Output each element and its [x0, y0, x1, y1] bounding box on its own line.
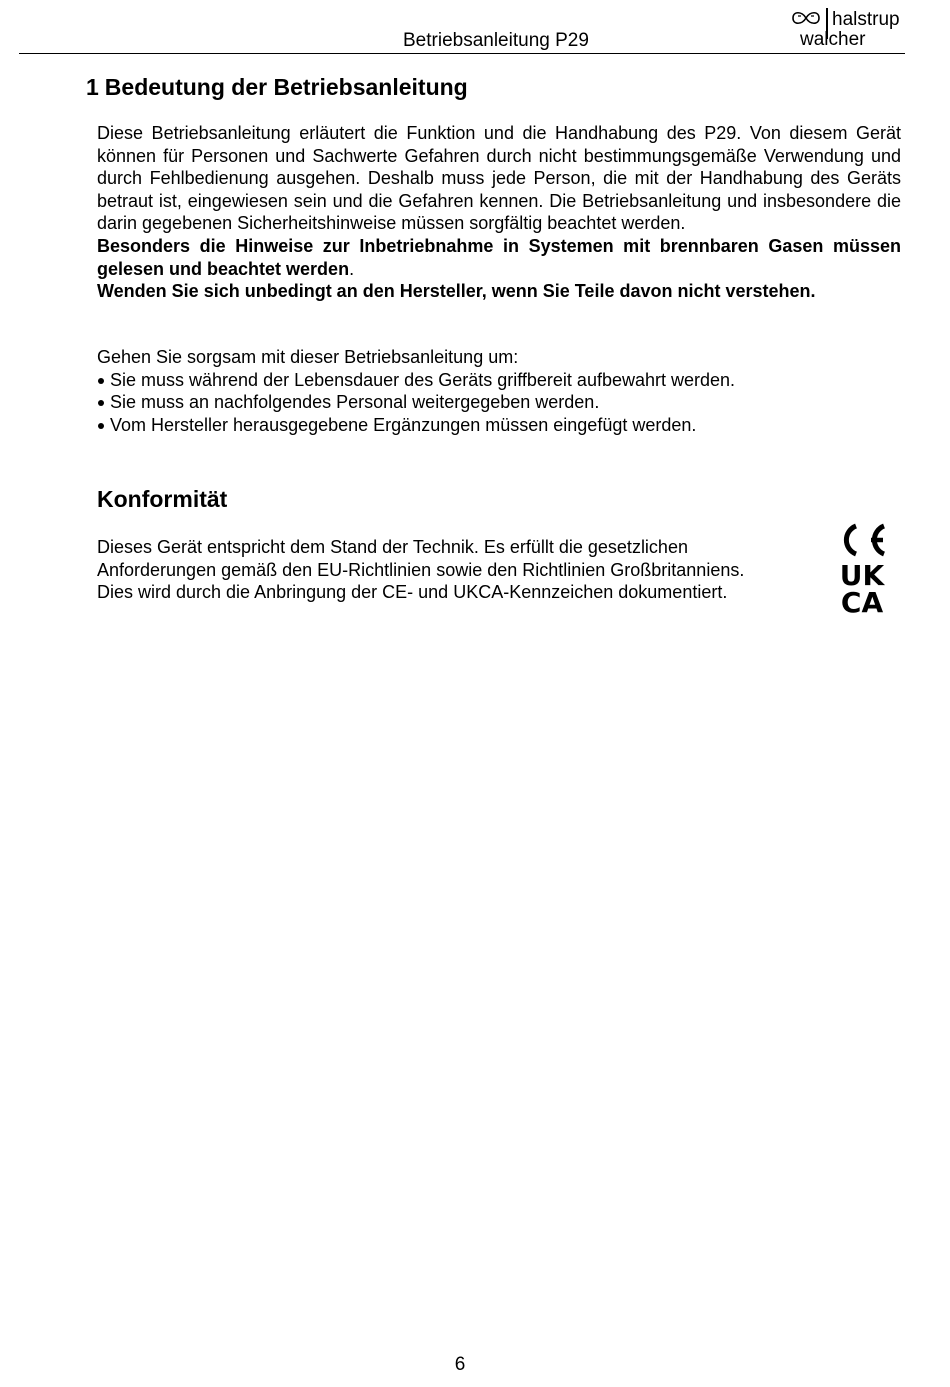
conformity-text — [97, 536, 817, 604]
contact-manufacturer-note: Wenden Sie sich unbedingt an den Hersteller, wenn Sie Teile davon nicht verstehen. — [97, 281, 816, 302]
logo-text-walcher: walcher — [800, 29, 866, 50]
gas-warning-text: Besonders die Hinweise zur Inbetriebnahme in Systemen mit brennbaren Gasen müssen gelesen und beachtet werden — [97, 235, 901, 279]
header-divider — [19, 53, 905, 54]
intro-section — [97, 122, 901, 303]
list-item: Vom Hersteller herausgegebene Ergänzungen müssen eingefügt werden. — [97, 414, 901, 437]
halstrup-walcher-logo — [790, 8, 905, 50]
list-item: Sie muss während der Lebensdauer des Geräts griffbereit aufbewahrt werden. — [97, 369, 901, 392]
chapter-title: Bedeutung der Betriebsanleitung — [104, 74, 468, 100]
conformity-line: Dieses Gerät entspricht dem Stand der Technik. Es erfüllt die gesetzlichen — [97, 537, 688, 557]
page-number: 6 — [454, 1354, 466, 1375]
conformity-line: Anforderungen gemäß den EU-Richtlinien sowie den Richtlinien Großbritanniens. — [97, 559, 745, 580]
conformity-heading: Konformität — [97, 486, 228, 512]
chapter-number: 1 — [86, 74, 99, 100]
document-header-title: Betriebsanleitung P29 — [403, 30, 589, 51]
logo-text-halstrup: halstrup — [832, 9, 900, 30]
uk-mark-text: UK — [839, 559, 885, 592]
care-lead: Gehen Sie sorgsam mit dieser Betriebsanleitung um: — [97, 347, 519, 367]
gas-warning-period: . — [349, 258, 355, 279]
gas-warning — [97, 235, 901, 280]
care-instructions — [97, 346, 901, 436]
logo-infinity-icon — [790, 9, 822, 27]
care-list — [97, 369, 901, 437]
ce-mark-icon — [846, 526, 884, 554]
ca-mark-text: CA — [840, 586, 884, 616]
ce-ukca-marks — [834, 520, 890, 616]
list-item: Sie muss an nachfolgendes Personal weitergegeben werden. — [97, 391, 901, 414]
conformity-line: Dies wird durch die Anbringung der CE- und UKCA-Kennzeichen dokumentiert. — [97, 582, 728, 603]
chapter-heading — [86, 73, 468, 101]
intro-paragraph: Diese Betriebsanleitung erläutert die Funktion und die Handhabung des P29. Von diesem Gerät können für Personen und Sachwerte Gefahren durch nicht bestimmungsgemäße Verwendung und durch Fehlbedienung ausgehen. Deshalb muss jede Person, die mit der Handhabung des Geräts betraut ist, eingewiesen sein und die Gefahren kennen. Die Betriebsanleitung und insbesondere die darin gegebenen Sicherheitshinweise müssen sorgfältig beachtet werden. — [97, 123, 901, 234]
